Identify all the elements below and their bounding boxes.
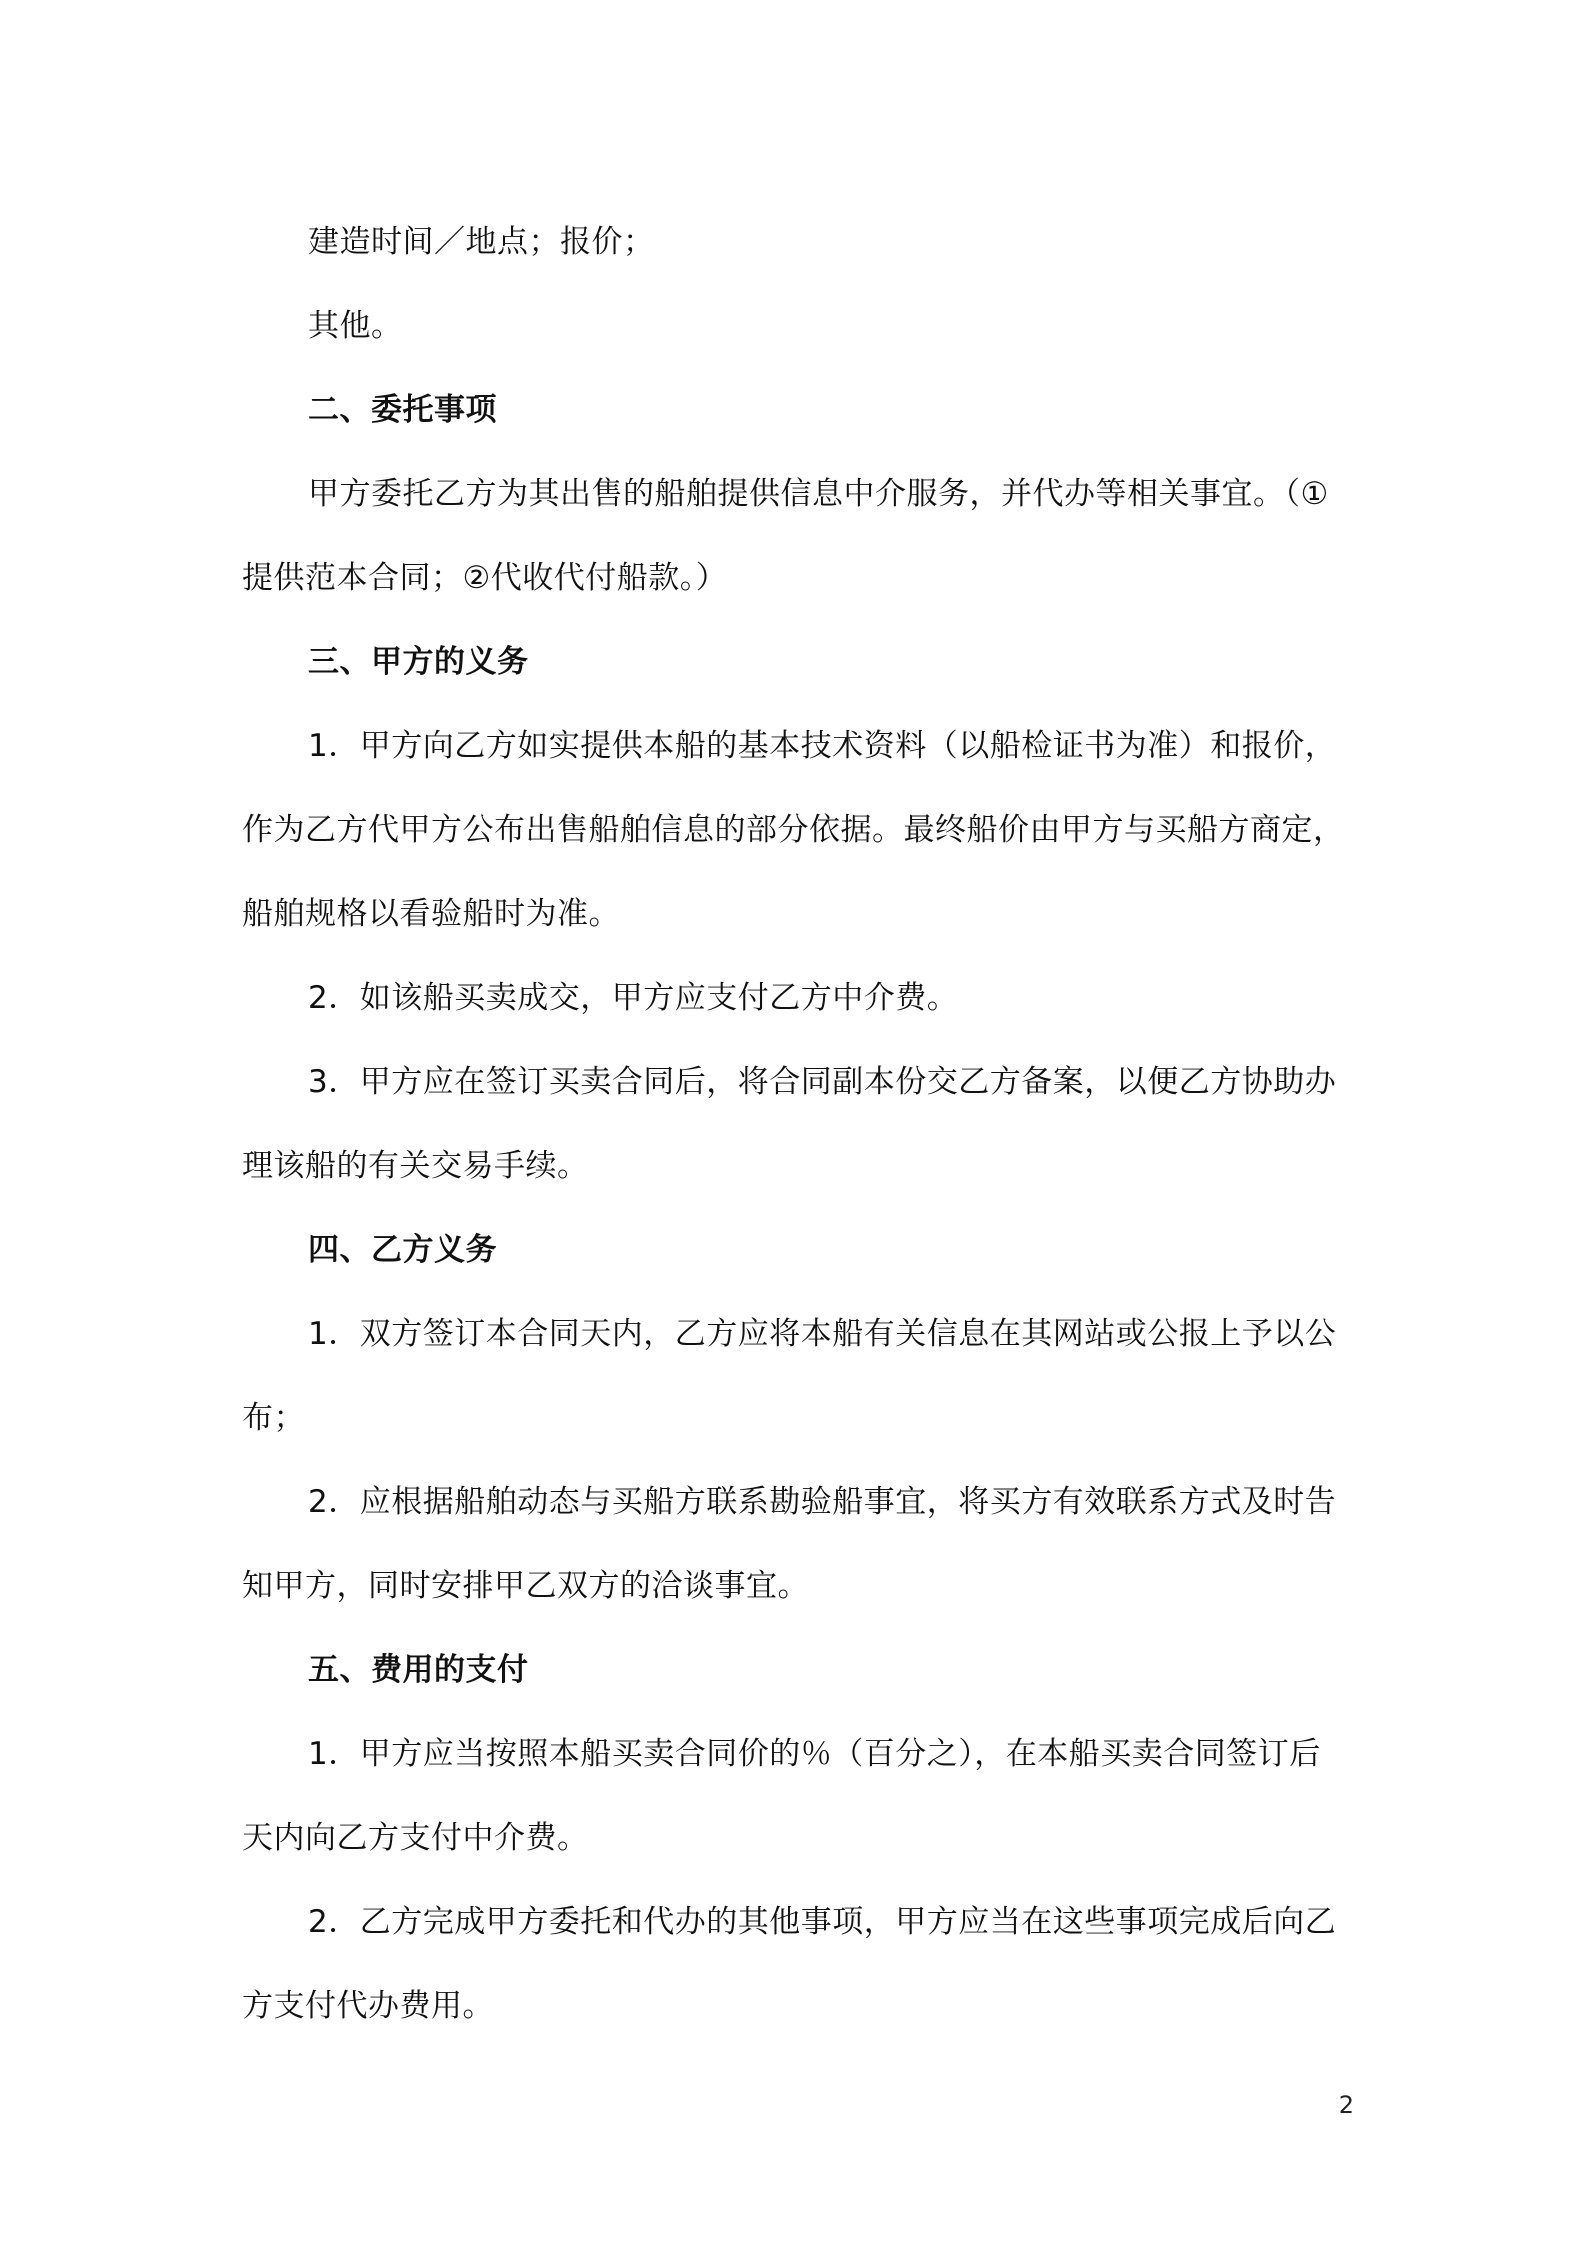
section-heading-entrusted-matters: 二、委托事项 xyxy=(308,392,497,428)
section-heading-payment: 五、费用的支付 xyxy=(308,1652,529,1688)
page-number: 2 xyxy=(1338,2091,1354,2119)
section-heading-party-a-obligations: 三、甲方的义务 xyxy=(308,644,529,680)
document-body xyxy=(242,200,1352,2048)
paragraph-party-b-item-2: 2．应根据船舶动态与买船方联系勘验船事宜，将买方有效联系方式及时告知甲方，同时安排甲乙双方的洽谈事宜。 xyxy=(242,1484,1337,1604)
paragraph-party-a-item-2: 2．如该船买卖成交，甲方应支付乙方中介费。 xyxy=(308,980,959,1016)
paragraph-other: 其他。 xyxy=(308,308,403,344)
paragraph-entrusted-matters: 甲方委托乙方为其出售的船舶提供信息中介服务，并代办等相关事宜。（①提供范本合同；②代收代付船款。） xyxy=(242,476,1329,596)
paragraph-payment-item-1: 1．甲方应当按照本船买卖合同价的％（百分之），在本船买卖合同签订后天内向乙方支付中介费。 xyxy=(242,1736,1321,1856)
paragraph-party-a-item-1: 1．甲方向乙方如实提供本船的基本技术资料（以船检证书为准）和报价，作为乙方代甲方公布出售船舶信息的部分依据。最终船价由甲方与买船方商定，船舶规格以看验船时为准。 xyxy=(242,728,1345,932)
paragraph-party-a-item-3: 3．甲方应在签订买卖合同后，将合同副本份交乙方备案，以便乙方协助办理该船的有关交易手续。 xyxy=(242,1064,1337,1184)
paragraph-party-b-item-1: 1．双方签订本合同天内，乙方应将本船有关信息在其网站或公报上予以公布； xyxy=(242,1316,1337,1436)
paragraph-build-time: 建造时间／地点；报价； xyxy=(308,224,655,260)
section-heading-party-b-obligations: 四、乙方义务 xyxy=(308,1232,497,1268)
paragraph-payment-item-2: 2．乙方完成甲方委托和代办的其他事项，甲方应当在这些事项完成后向乙方支付代办费用。 xyxy=(242,1904,1337,2024)
